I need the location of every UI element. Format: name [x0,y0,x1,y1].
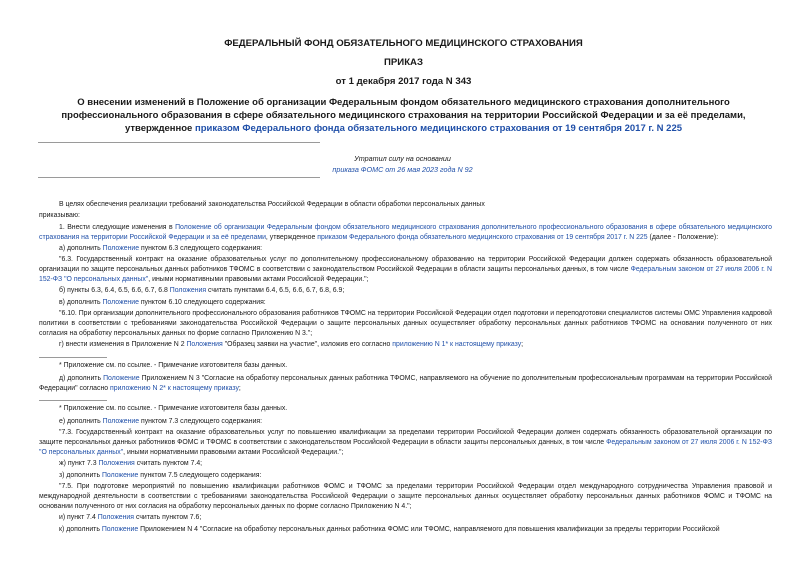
item-1: 1. Внести следующие изменения в Положение об организации Федеральным фондом обязательного медицинского страхования дополнительного профессионального образования в сфере обязательного медицинского страхования на территории Российской Федерации и за её пределами, утвержденное приказом Федерального фонда обязательного медицинского страхования от 19 сентября 2017 г. N 225 (далее - Положение): [39,223,772,241]
regulation-link[interactable]: Положение [101,525,139,533]
item-g: г) внести изменения в Приложение N 2 Положения "Образец заявки на участие", изложив его согласно приложению N 1* к настоящему приказу; [59,341,524,349]
regulation-link[interactable]: Положение [102,298,139,306]
divider-bottom [38,177,320,178]
footnote-divider [39,357,107,358]
subject-order-link[interactable]: приказом Федерального фонда обязательного медицинского страхования от 19 сентября 2017 г. N 225 [194,123,683,134]
regulation-link[interactable]: Положения [97,514,135,522]
federal-law-152-link[interactable]: Федеральным законом от 27 июля 2006 г. N 152-ФЗ "О персональных данных" [39,266,772,283]
document-subject [38,96,769,135]
footnote-divider [39,400,107,401]
subject-text: О внесении изменений в Положение об организации Федеральным фондом обязательного медицинского страхования дополнительного профессионального образования в сфере обязательного медицинского страхования на территории Российской Федерации и за её пределами, утвержденное [61,97,746,134]
appendix-1-link[interactable]: приложению N 1* к настоящему приказу [392,341,522,349]
appendix-2-link[interactable]: приложению N 2* к настоящему приказу [110,384,239,392]
item-b: б) пункты 6.3, 6.4, 6.5, 6.6, 6.7, 6.8 Положения считать пунктами 6.4, 6.5, 6.6, 6.7, 6.8, 6.9; [59,287,345,295]
regulation-link[interactable]: Положения [186,341,223,349]
clause-6-10: "6.10. При организации дополнительного профессионального образования работников ТФОМС на территории Российской Федерации отдел подготовки и переподготовки специалистов системы ОМС Управления кадровой политики в соответствии с требованиями законодательства Российской Федерации о защите персональных данных осуществляет обработку персональных данных работников ТФОМС на основании полученного от них согласия на обработку персональных данных по форме согласно Приложению N 3."; [39,310,772,337]
item-i: и) пункт 7.4 Положения считать пунктом 7.6; [59,514,202,522]
clause-6-3: "6.3. Государственный контракт на оказание образовательных услуг по дополнительному профессиональному образованию на территории Российской Федерации должен содержать обязанность образовательной организации по защите персональных данных работников ТФОМС в соответствии с законодательством Российской Федерации в области защиты персональных данных, в том числе Федеральным законом от 27 июля 2006 г. N 152-ФЗ "О персональных данных", иными нормативными правовыми актами Российской Федерации."; [39,256,772,283]
regulation-link[interactable]: Положения [98,460,135,468]
order-verb: приказываю: [39,212,80,220]
document-date-number: от 1 декабря 2017 года N 343 [335,76,472,87]
item-v: в) дополнить Положение пунктом 6.10 следующего содержания: [59,298,266,306]
clause-7-3: "7.3. Государственный контракт на оказание образовательных услуг по повышению квалификации за пределами территории Российской Федерации должен содержать обязанность образовательной организации по защите персональных данных работников ФОМС и ТФОМС в соответствии с законодательством Российской Федерации в области защиты персональных данных, в том числе Федеральным законом от 27 июля 2006 г. N 152-ФЗ "О персональных данных", иными нормативными правовыми актами Российской Федерации."; [39,429,772,457]
regulation-link[interactable]: Положения [169,287,207,295]
divider-top [38,142,320,143]
item-z: з) дополнить Положение пунктом 7.5 следующего содержания: [59,471,262,479]
item-e: е) дополнить Положение пунктом 7.3 следующего содержания: [59,418,263,426]
item-zh: ж) пункт 7.3 Положения считать пунктом 7.4; [59,460,203,468]
regulation-link[interactable]: Положение [103,374,140,382]
document-body [39,200,772,536]
repeal-order-link[interactable]: приказа ФОМС от 26 мая 2023 года N 92 [332,165,473,174]
regulation-link[interactable]: Положение [102,244,140,252]
document-type: ПРИКАЗ [384,57,423,68]
order-225-link[interactable]: приказом Федерального фонда обязательного медицинского страхования от 19 сентября 2017 г. N 225 [317,233,648,241]
status-note [300,153,505,175]
regulation-link[interactable]: Положение [102,418,140,426]
organization-title: ФЕДЕРАЛЬНЫЙ ФОНД ОБЯЗАТЕЛЬНОГО МЕДИЦИНСКОГО СТРАХОВАНИЯ [224,38,583,49]
intro-paragraph: В целях обеспечения реализации требований законодательства Российской Федерации в области обработки персональных данных [59,201,485,208]
item-a: а) дополнить Положение пунктом 6.3 следующего содержания: [59,244,263,252]
clause-7-5: "7.5. При подготовке мероприятий по повышению квалификации работников ФОМС и ТФОМС за пределами территории Российской Федерации отдел международного сотрудничества Управления правовой и международной деятельности в соответствии с требованиями законодательства Российской Федерации о защите персональных данных осуществляет обработку персональных данных работников ФОМС и ТФОМС на основании полученного от них согласия на обработку персональных данных по форме согласно Приложению N 4."; [39,483,772,510]
footnote: * Приложение см. по ссылке. - Примечание изготовителя базы данных. [59,361,288,369]
federal-law-152-link[interactable]: Федеральным законом от 27 июля 2006 г. N 152-ФЗ "О персональных данных" [39,439,772,457]
footnote: * Приложение см. по ссылке. - Примечание изготовителя базы данных. [59,405,288,413]
item-d: д) дополнить Положение Приложением N 3 "Согласие на обработку персональных данных работника ТФОМС, направляемого на обучение по дополнительным профессиональным программам на территории Российской Федерации" согласно приложению N 2* к настоящему приказу; [39,374,772,392]
item-k: к) дополнить Положение Приложением N 4 "Согласие на обработку персональных данных работника ФОМС или ТФОМС, направляемого для повышения квалификации за пределы территории Российской [59,525,720,533]
status-note-text: Утратил силу на основании [354,154,451,163]
regulation-link[interactable]: Положение об организации Федеральным фондом обязательного медицинского страхования дополнительного профессионального образования в сфере обязательного медицинского страхования на территории Российской Федерации и за её пределами [39,223,772,241]
regulation-link[interactable]: Положение [101,471,139,479]
